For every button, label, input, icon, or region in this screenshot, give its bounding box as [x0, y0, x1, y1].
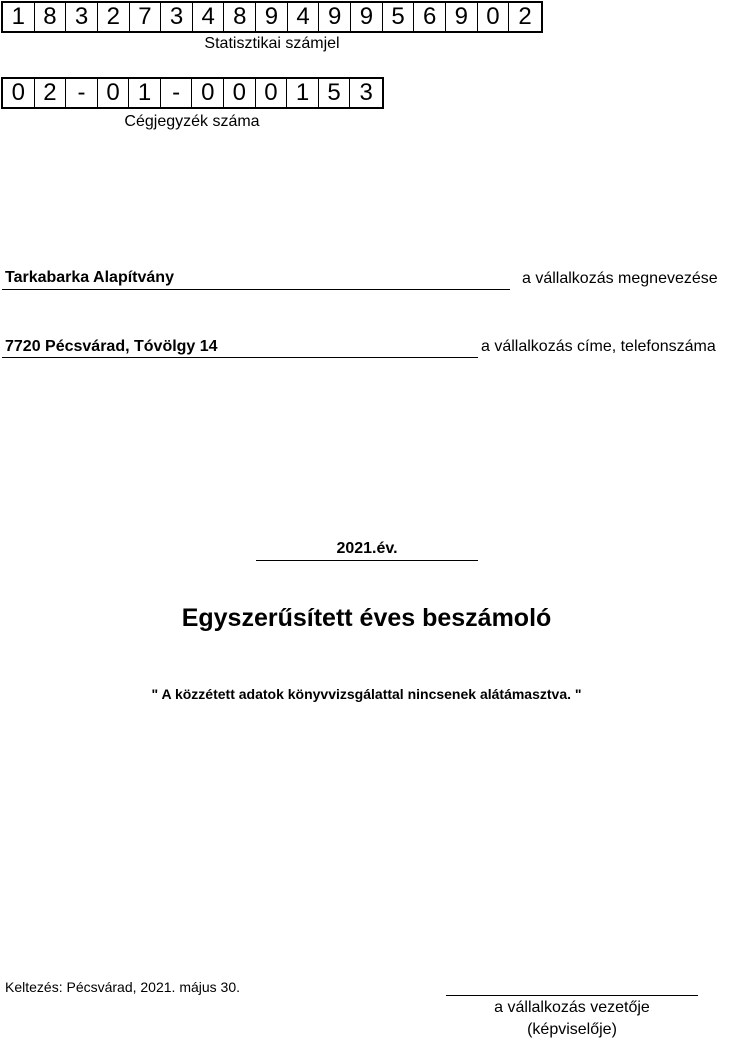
- code-box: 0: [256, 79, 288, 107]
- code-box: 5: [319, 79, 351, 107]
- code-box: -: [66, 79, 98, 107]
- signature-line: [446, 995, 698, 996]
- company-name: Tarkabarka Alapítvány: [5, 269, 174, 286]
- company-address-label: a vállalkozás címe, telefonszáma: [481, 338, 716, 355]
- code-box: 0: [224, 79, 256, 107]
- code-box: 6: [414, 3, 446, 31]
- report-year: 2021.év.: [336, 540, 398, 557]
- code-box: 9: [446, 3, 478, 31]
- code-box: 3: [161, 3, 193, 31]
- code-box: 0: [3, 79, 35, 107]
- dated-line: Keltezés: Pécsvárad, 2021. május 30.: [5, 979, 241, 995]
- report-title: Egyszerűsített éves beszámoló: [181, 604, 552, 632]
- code-box: 4: [193, 3, 225, 31]
- code-box: 0: [192, 79, 224, 107]
- stat-code-caption: Statisztikai számjel: [204, 35, 340, 52]
- code-box: 9: [351, 3, 383, 31]
- code-box: 0: [98, 79, 130, 107]
- code-box: 3: [66, 3, 98, 31]
- company-name-line: [2, 289, 510, 290]
- code-box: 3: [359, 79, 373, 106]
- company-address: 7720 Pécsvárad, Tóvölgy 14: [5, 338, 218, 355]
- code-box: 0: [478, 3, 510, 31]
- stat-code-boxes: [1, 1, 543, 33]
- signer-subtitle: (képviselője): [527, 1021, 617, 1038]
- code-box: 1: [129, 79, 161, 107]
- reg-number-caption: Cégjegyzék száma: [124, 113, 260, 130]
- code-box: 1: [287, 79, 319, 107]
- code-box: 2: [35, 79, 67, 107]
- code-box: 8: [224, 3, 256, 31]
- code-box: 2: [518, 3, 532, 30]
- code-box: 8: [35, 3, 67, 31]
- report-year-line: [256, 560, 478, 561]
- code-box: 2: [98, 3, 130, 31]
- code-box: 9: [319, 3, 351, 31]
- signer-title: a vállalkozás vezetője: [494, 999, 650, 1016]
- reg-number-boxes: [1, 77, 384, 109]
- code-box: 1: [3, 3, 35, 31]
- code-box: 7: [130, 3, 162, 31]
- company-address-line: [2, 357, 478, 358]
- company-name-label: a vállalkozás megnevezése: [522, 270, 718, 287]
- code-box: 5: [383, 3, 415, 31]
- code-box: -: [161, 79, 193, 107]
- code-box: 9: [256, 3, 288, 31]
- audit-note: " A közzétett adatok könyvvizsgálattal nincsenek alátámasztva. ": [151, 686, 582, 702]
- code-box: 4: [288, 3, 320, 31]
